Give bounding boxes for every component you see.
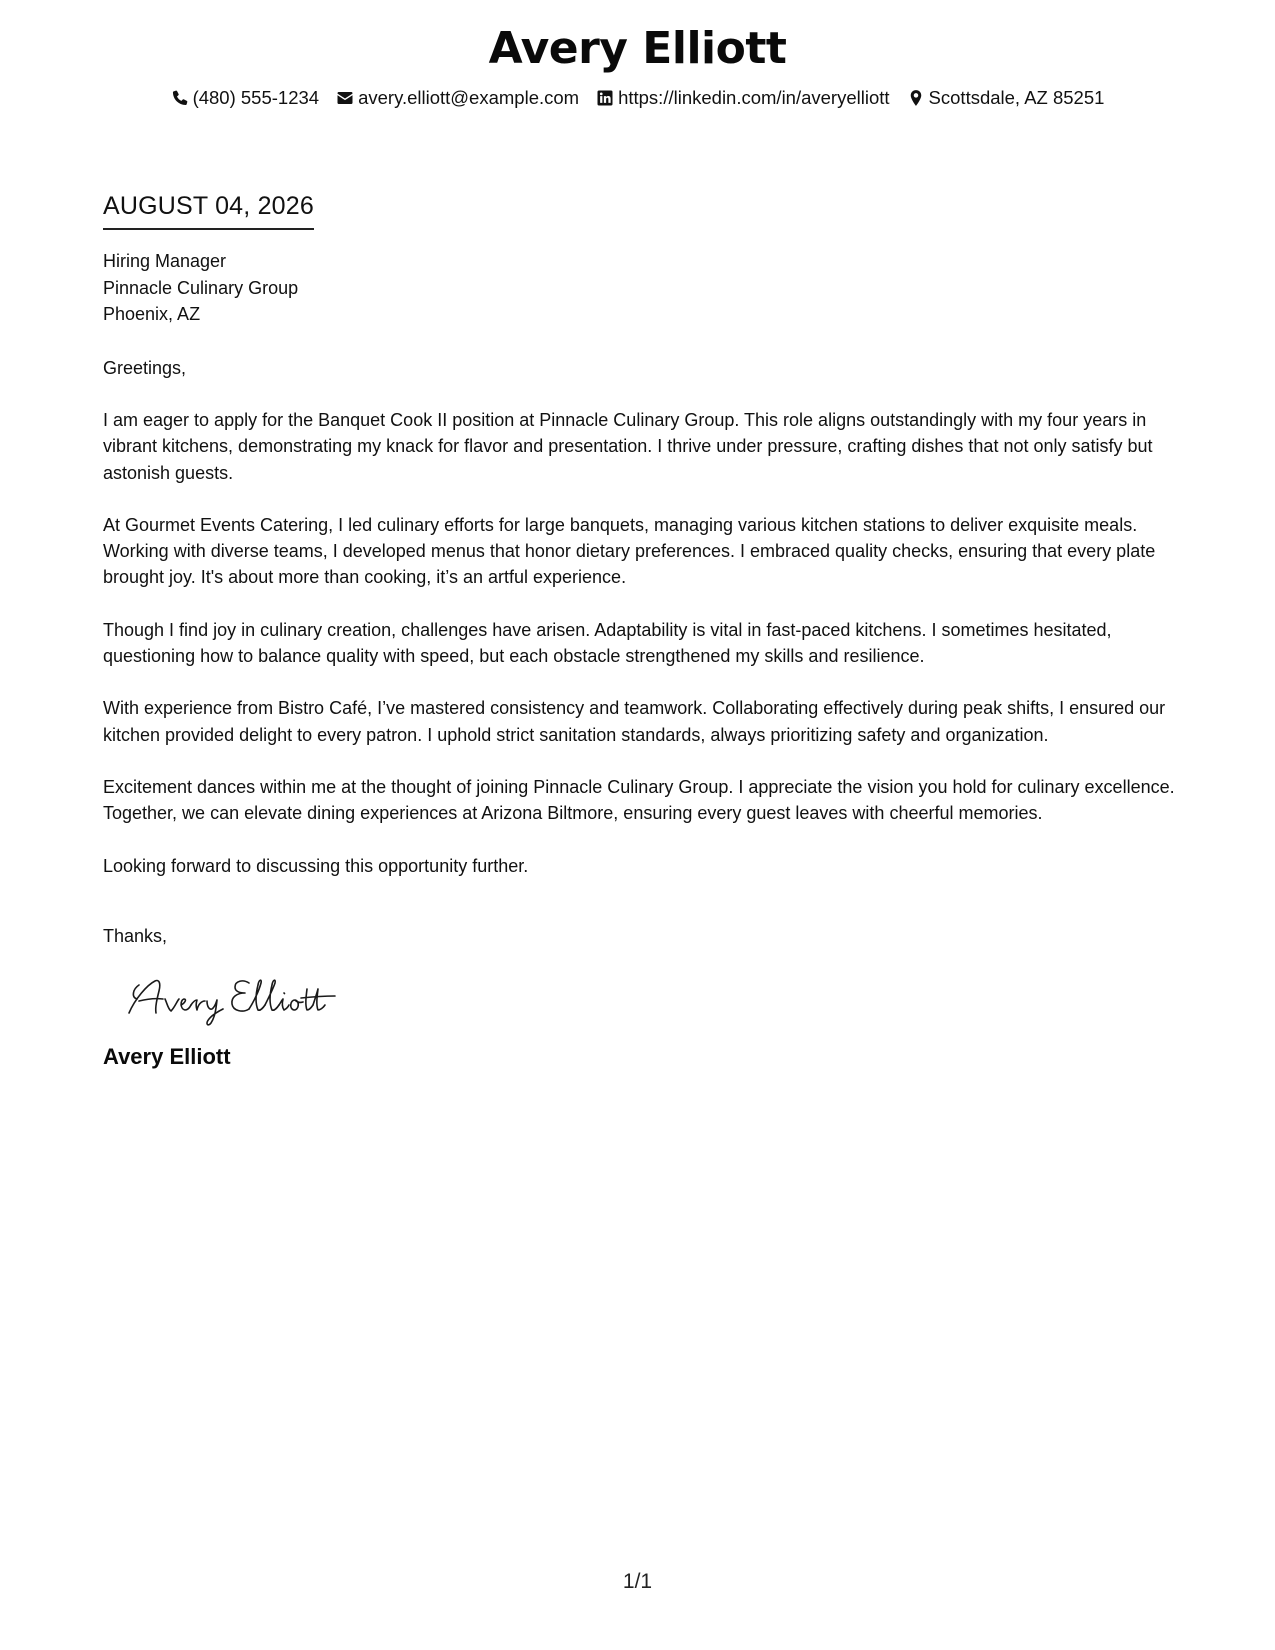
contact-info-row [0,86,1275,110]
body-paragraph: At Gourmet Events Catering, I led culinary efforts for large banquets, managing various kitchen stations to deliver exquisite meals. Working with diverse teams, I developed menus that honor dietary preferences. I embraced quality checks, ensuring that every plate brought joy. It's about more than cooking, it’s an artful experience. [103,514,1156,588]
contact-linkedin [596,86,889,110]
linkedin-text[interactable]: https://linkedin.com/in/averyelliott [618,87,890,108]
signer-name: Avery Elliott [103,1043,231,1069]
linkedin-icon [596,89,614,107]
recipient-location: Phoenix, AZ [103,304,201,324]
map-pin-icon [907,89,925,107]
body-paragraph: Excitement dances within me at the thought of joining Pinnacle Culinary Group. I appreciate the vision you hold for culinary excellence. Together, we can elevate dining experiences at Arizona Biltmore, ensuring every guest leaves with cheerful memories. [103,776,1175,824]
contact-location [907,86,1105,110]
contact-email [336,86,579,110]
email-text: avery.elliott@example.com [358,87,580,108]
contact-phone [171,86,320,110]
closing-line: Thanks, [103,925,168,946]
envelope-icon [336,89,354,107]
body-paragraph: I am eager to apply for the Banquet Cook II position at Pinnacle Culinary Group. This role aligns outstandingly with my four years in vibrant kitchens, demonstrating my knack for flavor and presentation. I thrive under pressure, crafting dishes that not only satisfy but astonish guests. [103,410,1153,483]
applicant-name: Avery Elliott [488,23,787,74]
phone-text: (480) 555-1234 [192,87,320,108]
recipient-block [103,248,1183,328]
body-paragraph: Though I find joy in culinary creation, challenges have arisen. Adaptability is vital in fast-paced kitchens. I sometimes hesitated, questioning how to balance quality with speed, but each obstacle strengthened my skills and resilience. [103,619,1112,667]
recipient-company: Pinnacle Culinary Group [103,277,299,298]
letter-body [103,190,1183,1071]
letter-header [0,22,1275,110]
body-paragraph: Looking forward to discussing this opportunity further. [103,855,529,876]
phone-icon [171,89,189,107]
body-paragraph: With experience from Bistro Café, I’ve mastered consistency and teamwork. Collaborating effectively during peak shifts, I ensured our kitchen provided delight to every patron. I uphold strict sanitation standards, always prioritizing safety and organization. [103,698,1166,745]
handwritten-signature [125,969,345,1029]
page-number: 1/1 [622,1570,653,1593]
salutation: Greetings, [103,357,187,378]
recipient-title: Hiring Manager [103,251,227,271]
location-text: Scottsdale, AZ 85251 [928,87,1105,108]
letter-date: AUGUST 04, 2026 [103,190,314,230]
